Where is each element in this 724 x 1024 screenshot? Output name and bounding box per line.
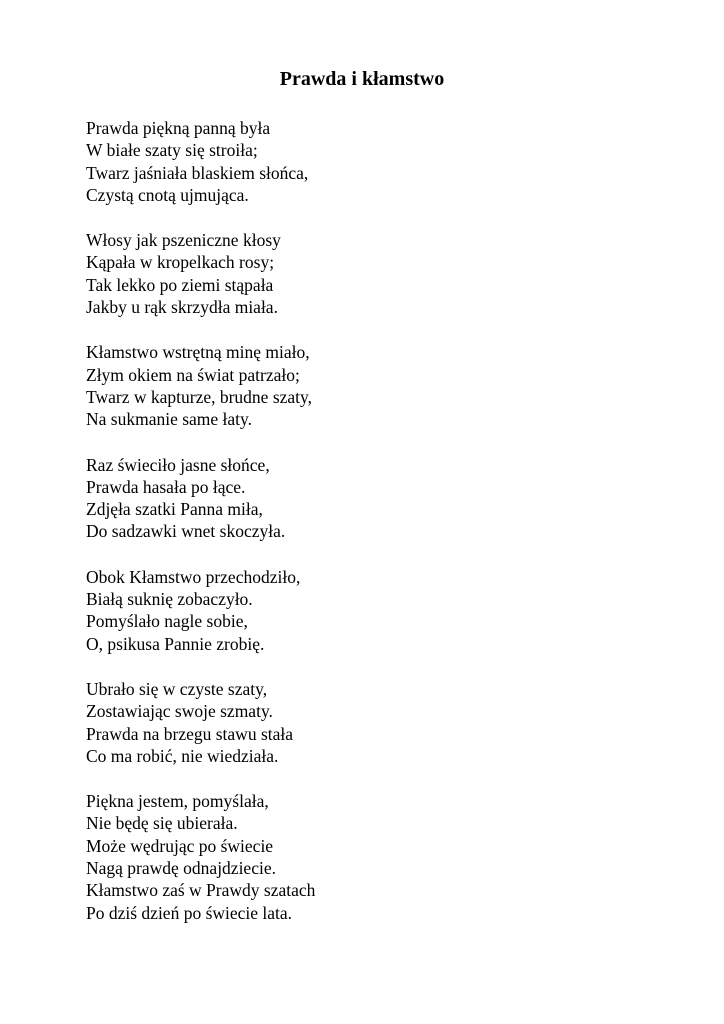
stanza xyxy=(86,454,315,543)
poem-body xyxy=(86,117,315,947)
poem-line: Nie będę się ubierała. xyxy=(86,813,238,834)
stanza xyxy=(86,566,315,655)
stanza xyxy=(86,229,315,318)
poem-line: Po dziś dzień po świecie lata. xyxy=(86,902,293,923)
poem-line: Obok Kłamstwo przechodziło, xyxy=(86,566,301,587)
poem-line: Kłamstwo wstrętną minę miało, xyxy=(86,342,310,363)
stanza xyxy=(86,790,315,924)
stanza xyxy=(86,341,315,430)
poem-line: Zdjęła szatki Panna miła, xyxy=(86,499,263,520)
poem-line: Twarz jaśniała blaskiem słońca, xyxy=(86,162,309,183)
poem-line: Do sadzawki wnet skoczyła. xyxy=(86,521,286,542)
poem-line: Może wędrując po świecie xyxy=(86,835,274,856)
poem-line: Włosy jak pszeniczne kłosy xyxy=(86,230,281,251)
poem-line: Piękna jestem, pomyślała, xyxy=(86,791,269,812)
poem-line: Co ma robić, nie wiedziała. xyxy=(86,745,279,766)
poem-line: Białą suknię zobaczyło. xyxy=(86,589,253,610)
poem-line: Na sukmanie same łaty. xyxy=(86,409,253,430)
poem-line: W białe szaty się stroiła; xyxy=(86,140,258,161)
poem-line: Twarz w kapturze, brudne szaty, xyxy=(86,386,313,407)
poem-line: O, psikusa Pannie zrobię. xyxy=(86,633,265,654)
poem-line: Kłamstwo zaś w Prawdy szatach xyxy=(86,880,316,901)
poem-line: Jakby u rąk skrzydła miała. xyxy=(86,297,278,318)
poem-line: Raz świeciło jasne słońce, xyxy=(86,454,270,475)
poem-title: Prawda i kłamstwo xyxy=(279,68,445,90)
stanza xyxy=(86,678,315,767)
poem-line: Prawda piękną panną była xyxy=(86,118,271,138)
poem-line: Zostawiając swoje szmaty. xyxy=(86,701,273,722)
poem-line: Pomyślało nagle sobie, xyxy=(86,611,248,632)
poem-line: Złym okiem na świat patrzało; xyxy=(86,364,300,385)
poem-line: Kąpała w kropelkach rosy; xyxy=(86,252,275,273)
poem-line: Nagą prawdę odnajdziecie. xyxy=(86,858,276,879)
poem-line: Czystą cnotą ujmująca. xyxy=(86,184,249,205)
poem-line: Prawda hasała po łące. xyxy=(86,476,246,497)
poem-line: Prawda na brzegu stawu stała xyxy=(86,723,294,744)
poem-line: Ubrało się w czyste szaty, xyxy=(86,678,268,699)
stanza xyxy=(86,117,315,206)
poem-line: Tak lekko po ziemi stąpała xyxy=(86,274,274,295)
